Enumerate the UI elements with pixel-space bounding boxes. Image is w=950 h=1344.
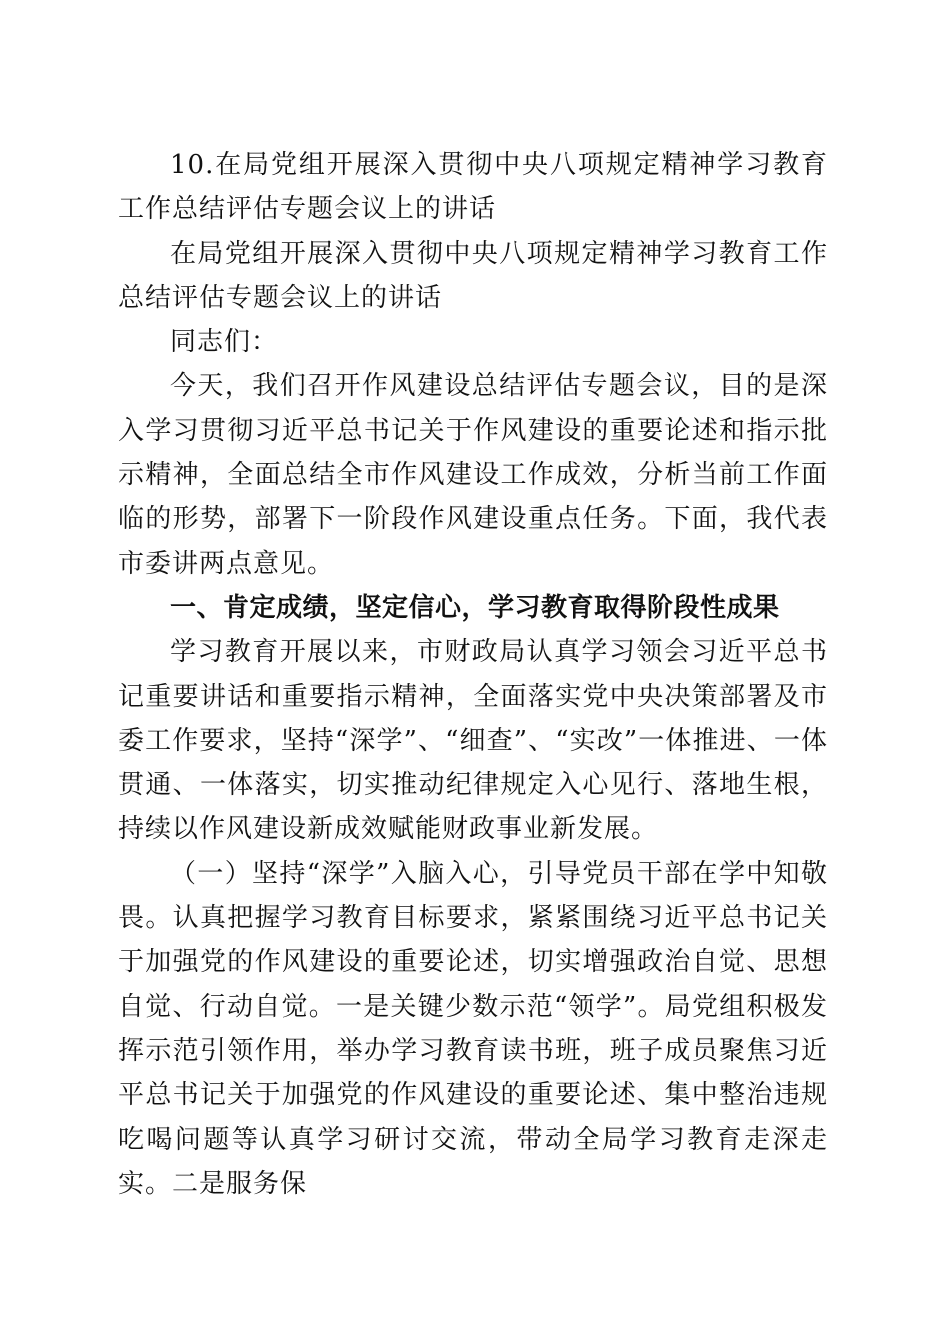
salutation: 同志们： <box>170 327 279 358</box>
section-1-heading: 一、肯定成绩，坚定信心，学习教育取得阶段性成果 <box>170 592 780 623</box>
document-title-numbered: 10.在局党组开展深入贯彻中央八项规定精神学习教育工作总结评估专题会议上的讲话 <box>118 150 828 225</box>
document-page <box>118 143 828 1206</box>
intro-paragraph: 今天，我们召开作风建设总结评估专题会议，目的是深入学习贯彻习近平总书记关于作风建设的重要论述和指示批示精神，全面总结全市作风建设工作成效，分析当前工作面临的形势，部署下一阶段作风建设重点任务。下面，我代表市委讲两点意见。 <box>118 371 828 579</box>
document-title: 在局党组开展深入贯彻中央八项规定精神学习教育工作总结评估专题会议上的讲话 <box>118 238 828 313</box>
section-1-paragraph: 学习教育开展以来，市财政局认真学习领会习近平总书记重要讲话和重要指示精神，全面落实党中央决策部署及市委工作要求，坚持“深学”、“细查”、“实改”一体推进、一体贯通、一体落实，切实推动纪律规定入心见行、落地生根，持续以作风建设新成效赋能财政事业新发展。 <box>118 637 828 845</box>
subsection-1-paragraph: （一）坚持“深学”入脑入心，引导党员干部在学中知敬畏。认真把握学习教育目标要求，紧紧围绕习近平总书记关于加强党的作风建设的重要论述，切实增强政治自觉、思想自觉、行动自觉。一是关键少数示范“领学”。局党组积极发挥示范引领作用，举办学习教育读书班，班子成员聚焦习近平总书记关于加强党的作风建设的重要论述、集中整治违规吃喝问题等认真学习研讨交流，带动全局学习教育走深走实。二是服务保 <box>118 858 828 1199</box>
